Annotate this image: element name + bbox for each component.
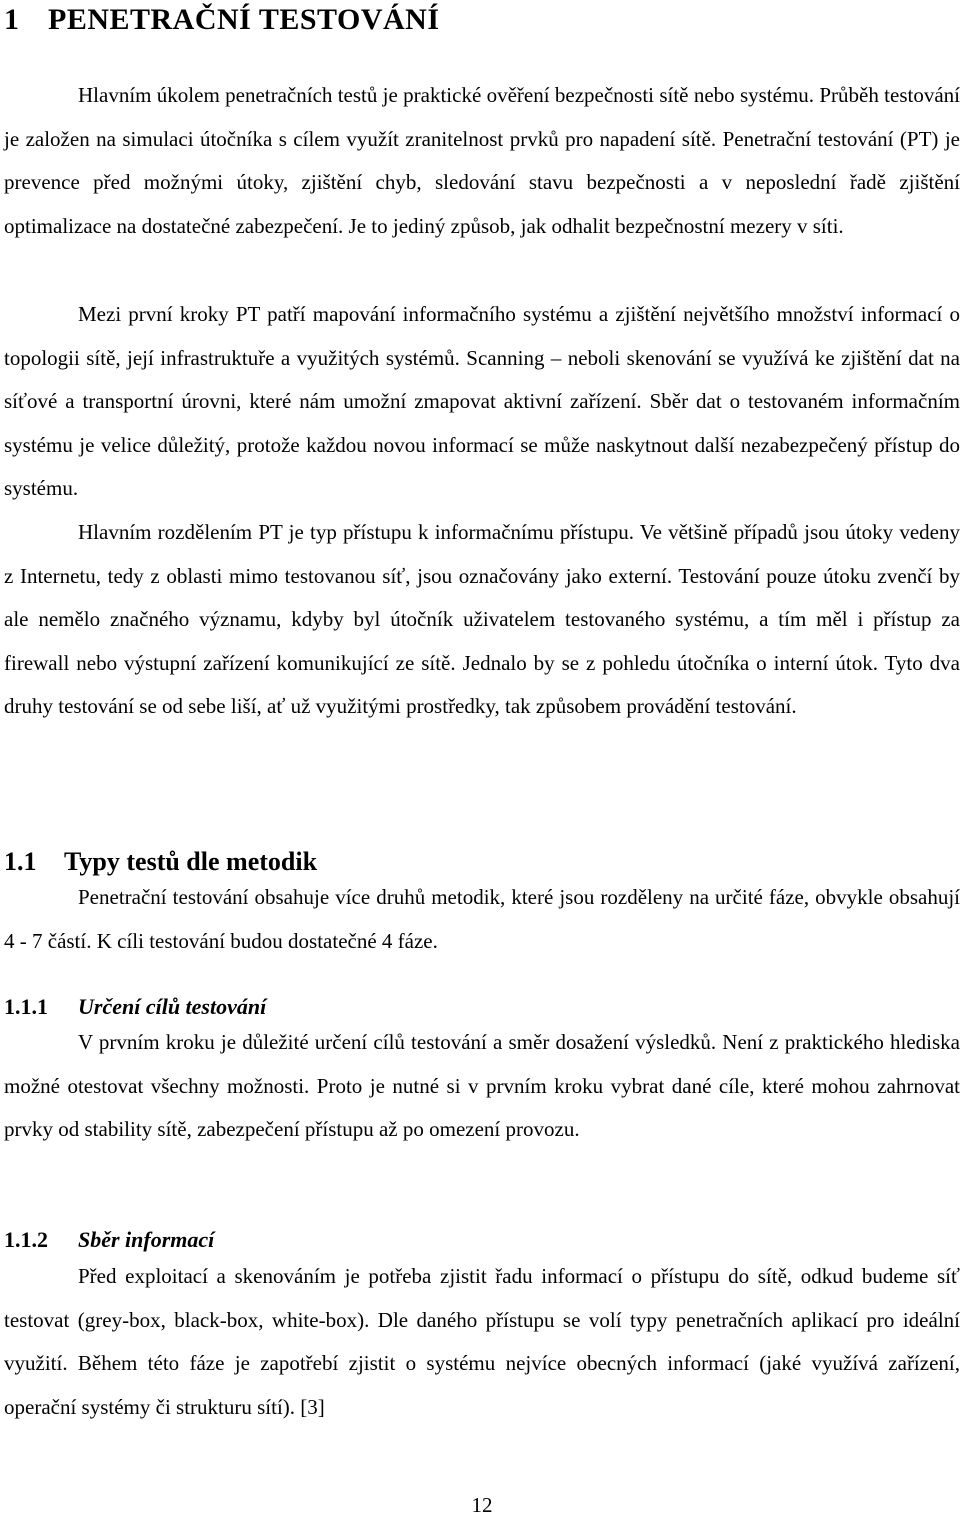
section-number: 1.1	[4, 847, 37, 876]
subsection-heading-1-1-2	[4, 1220, 214, 1260]
paragraph-intro: Hlavním úkolem penetračních testů je praktické ověření bezpečnosti sítě nebo systému. Průběh testování je založen na simulaci útočníka s cílem využít zranitelnost prvků pro napadení sítě. Penetrační testování (PT) je prevence před možnými útoky, zjištění chyb, sledování stavu bezpečnosti a v neposlední řadě zjištění optimalizace na dostatečné zabezpečení. Je to jediný způsob, jak odhalit bezpečnostní mezery v síti.	[4, 83, 960, 238]
paragraph-methodologies: Penetrační testování obsahuje více druhů metodik, které jsou rozděleny na určité fáze, obvykle obsahují 4 - 7 částí. K cíli testování budou dostatečné 4 fáze.	[4, 885, 960, 953]
subsection-title: Sběr informací	[78, 1227, 215, 1252]
paragraph-goals: V prvním kroku je důležité určení cílů testování a směr dosažení výsledků. Není z praktického hlediska možné otestovat všechny možnosti. Proto je nutné si v prvním kroku vybrat dané cíle, které mohou zahrnovat prvky od stability sítě, zabezpečení přístupu až po omezení provozu.	[4, 1030, 960, 1141]
paragraph-info-gathering: Před exploitací a skenováním je potřeba zjistit řadu informací o přístupu do sítě, odkud budeme síť testovat (grey-box, black-box, white-box). Dle daného přístupu se volí typy penetračních aplikací pro ideální využití. Během této fáze je zapotřebí zjistit o systému nejvíce obecných informací (jaké využívá zařízení, operační systémy či strukturu sítí). [3]	[4, 1264, 960, 1419]
paragraph-access-types: Hlavním rozdělením PT je typ přístupu k informačnímu přístupu. Ve většině případů jsou útoky vedeny z Internetu, tedy z oblasti mimo testovanou síť, jsou označovány jako externí. Testování pouze útoku zvenčí by ale nemělo značného významu, kdyby byl útočník uživatelem testovaného systému, a tím měl i přístup za firewall nebo výstupní zařízení komunikující ze sítě. Jednalo by se z pohledu útočníka o interní útok. Tyto dva druhy testování se od sebe liší, ať už využitými prostředky, tak způsobem provádění testování.	[4, 520, 960, 718]
chapter-heading	[4, 0, 440, 40]
chapter-number: 1	[4, 3, 20, 36]
page-number: 12	[471, 1493, 493, 1517]
paragraph-mapping: Mezi první kroky PT patří mapování informačního systému a zjištění největšího množství informací o topologii sítě, její infrastruktuře a využitých systémů. Scanning – neboli skenování se využívá ke zjištění dat na síťové a transportní úrovni, které nám umožní zmapovat aktivní zařízení. Sběr dat o testovaném informačním systému je velice důležitý, protože každou novou informací se může naskytnout další nezabezpečený přístup do systému.	[4, 302, 960, 500]
subsection-number: 1.1.1	[4, 994, 48, 1019]
chapter-title: PENETRAČNÍ TESTOVÁNÍ	[48, 3, 440, 36]
subsection-number: 1.1.2	[4, 1227, 48, 1252]
subsection-title: Určení cílů testování	[78, 994, 267, 1019]
section-title: Typy testů dle metodik	[64, 847, 318, 876]
